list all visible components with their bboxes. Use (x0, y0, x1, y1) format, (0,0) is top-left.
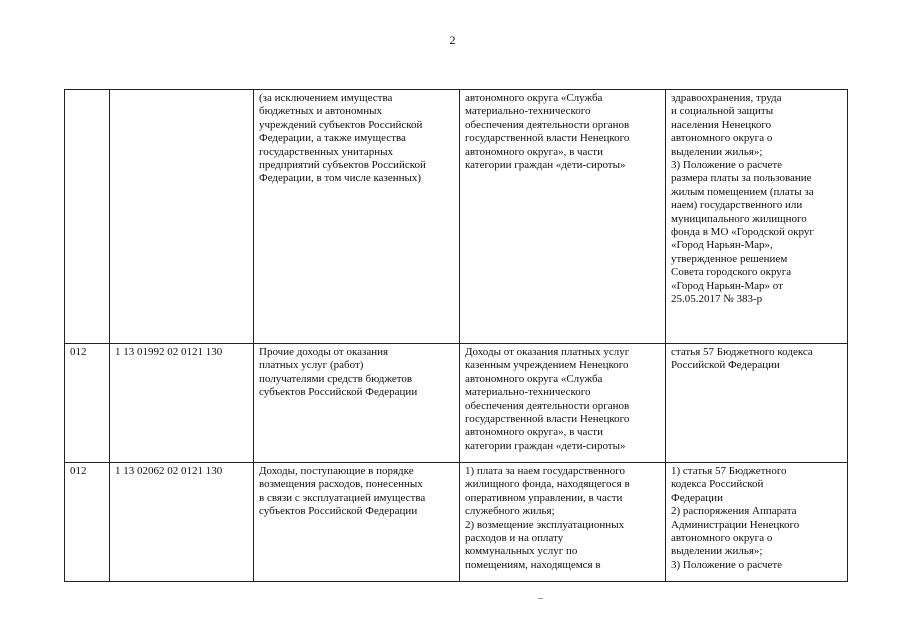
table-row (65, 90, 848, 344)
legal-basis-cell: здравоохранения, труда и социальной защиты населения Ненецкого автономного округа о выделении жилья»; 3) Положение о расчете размера платы за пользование жилым помещением (платы за наем) государственного или муниципального жилищного фонда в МО «Городской округ «Город Нарьян-Мар», утвержденное решением Совета городского округа «Город Нарьян-Мар» от 25.05.2017 № 383-р (666, 90, 848, 344)
page-number: 2 (449, 33, 456, 47)
admin-code-cell: 012 (65, 344, 110, 463)
revenue-description-cell: Доходы от оказания платных услуг казенным учреждением Ненецкого автономного округа «Служба материально-технического обеспечения деятельности органов государственной власти Ненецкого автономного округа», в части категории граждан «дети-сироты» (460, 344, 666, 463)
revenue-name-cell: (за исключением имущества бюджетных и автономных учреждений субъектов Российской Федерации, а также имущества государственных унитарных предприятий субъектов Российской Федерации, в том числе казенных) (254, 90, 460, 344)
table-row (65, 463, 848, 582)
revenue-description-cell: автономного округа «Служба материально-технического обеспечения деятельности органов государственной власти Ненецкого автономного округа», в части категории граждан «дети-сироты» (460, 90, 666, 344)
revenue-description-cell: 1) плата за наем государственного жилищного фонда, находящегося в оперативном управлении, в части служебного жилья; 2) возмещение эксплуатационных расходов и на оплату коммунальных услуг по помещениям, находящемся в (460, 463, 666, 582)
scan-artifact (538, 598, 543, 599)
kbk-code-cell: 1 13 02062 02 0121 130 (110, 463, 254, 582)
revenue-name-cell: Прочие доходы от оказания платных услуг (работ) получателями средств бюджетов субъектов Российской Федерации (254, 344, 460, 463)
kbk-code-cell (110, 90, 254, 344)
legal-basis-cell: статья 57 Бюджетного кодекса Российской Федерации (666, 344, 848, 463)
kbk-code-cell: 1 13 01992 02 0121 130 (110, 344, 254, 463)
admin-code-cell (65, 90, 110, 344)
revenue-codes-table (64, 89, 848, 582)
revenue-name-cell: Доходы, поступающие в порядке возмещения расходов, понесенных в связи с эксплуатацией имущества субъектов Российской Федерации (254, 463, 460, 582)
legal-basis-cell: 1) статья 57 Бюджетного кодекса Российской Федерации 2) распоряжения Аппарата Администрации Ненецкого автономного округа о выделении жилья»; 3) Положение о расчете (666, 463, 848, 582)
table-row (65, 344, 848, 463)
admin-code-cell: 012 (65, 463, 110, 582)
